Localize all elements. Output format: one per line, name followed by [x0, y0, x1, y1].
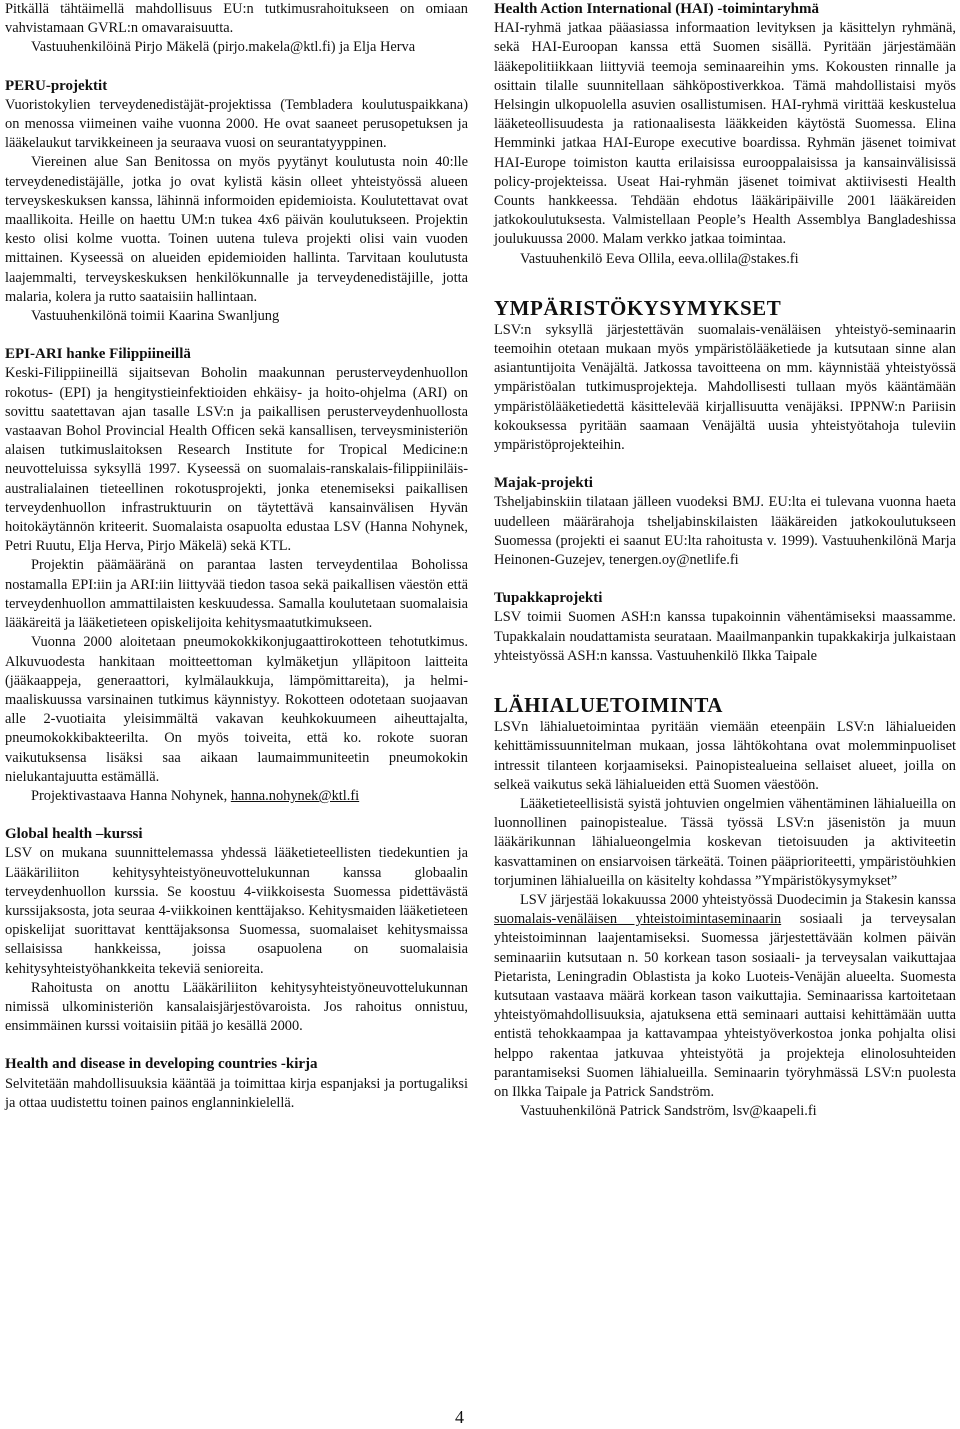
hai-heading: Health Action International (HAI) -toimintaryhmä — [494, 1, 819, 17]
epi-contact-email-link[interactable]: hanna.nohynek@ktl.fi — [230, 787, 360, 804]
epi-contact — [5, 787, 468, 806]
intro-paragraph: Pitkällä tähtäimellä mahdollisuus EU:n tutkimusrahoitukseen on omiaan vahvistamaan GVRL:n omavaraisuutta. — [5, 1, 468, 37]
global-health-heading: Global health –kurssi — [5, 826, 143, 843]
peru-heading: PERU-projektit — [5, 77, 108, 94]
health-disease-book-paragraph: Selvitetään mahdollisuuksia kääntää ja toimittaa kirja espanjaksi ja portugaliksi ja ottaa uudistettu toinen painos englanninkielellä. — [5, 1075, 468, 1111]
neighbour-area-paragraph-3 — [494, 891, 956, 1102]
global-health-paragraph-2: Rahoitusta on anottu Lääkäriliiton kehitysyhteistyöneuvottelukunnan nimissä ulkoministeriön kansalaisjärjestövaroista. Jos rahoitus onnistuu, ensimmäinen kurssi voitaisiin pitää jo kesällä 2000. — [5, 979, 468, 1035]
right-column — [494, 0, 956, 1121]
peru-paragraph-1: Vuoristokylien terveydenedistäjät-projektissa (Tembladera koulutuspaikkana) on menossa viimeinen vaihe vuonna 2000. He ovat saaneet perusopetuksen ja lääkelaukut tarvikkeineen ja seuraava vuosi on seurantatyyppinen. — [5, 96, 468, 152]
seminar-text-prefix: LSV järjestää lokakuussa 2000 yhteistyössä Duodecimin ja Stakesin kanssa — [520, 891, 956, 908]
neighbour-area-paragraph-2: Lääketieteellisistä syistä johtuvien ongelmien vähentäminen lähialueilla on luonnollinen painopistealue. Tässä työssä LSV:n jäsenistön ja muun lääkärikunnan lähialueongelmia koskevan tietoisuuden ja aktiviteetin kasvattaminen on ensiarvoisen tärkeätä. Toinen pääprioriteetti, ympäristöuhkien torjuminen lähialueilla on käsitelty kohdassa ”Ympäristökysymykset” — [494, 795, 956, 889]
epi-heading: EPI-ARI hanke Filippiineillä — [5, 346, 191, 363]
epi-contact-label: Projektivastaava Hanna Nohynek, — [31, 787, 231, 804]
health-disease-book-heading: Health and disease in developing countries -kirja — [5, 1056, 318, 1073]
neighbour-area-heading: LÄHIALUETOIMINTA — [494, 693, 723, 718]
neighbour-area-contact: Vastuuhenkilönä Patrick Sandström, lsv@kaapeli.fi — [520, 1103, 817, 1120]
tobacco-paragraph: LSV toimii Suomen ASH:n kanssa tupakoinnin vähentämiseksi maassamme. Tupakkalain noudattamista seurataan. Maailmanpankin tupakkakirja julkaistaan yhteistyössä ASH:n kanssa. Vastuuhenkilö Ilkka Taipale — [494, 609, 956, 664]
peru-paragraph-2: Viereinen alue San Benitossa on myös pyytänyt koulutusta noin 40:lle terveydenedistäjälle, jotka jo ovat kylistä käsin olleet yhteistyössä alueen terveyskeskuksen kanssa, lähinnä informoiden epidemioista. Koulutettavat ovat maallikoita. Heille on haettu UM:n tukea 4x6 päivän koulutukseen. Projektin kesto olisi kolme vuotta. Toinen uutena tuleva projekti olisi vain vuoden mittainen. Kyseessä on alueiden epidemioiden hallinta. Tarvitaan koulutusta laajemmalti, terveyskeskuksen henkilökunnalle ja terveydenedistäjille, jotta malaria, kolera ja rutto saataisiin hallintaan. — [5, 154, 468, 305]
intro-contact: Vastuuhenkilöinä Pirjo Mäkelä (pirjo.makela@ktl.fi) ja Elja Herva — [31, 39, 416, 56]
epi-paragraph-3: Vuonna 2000 aloitetaan pneumokokkikonjugaattirokotteen tehotutkimus. Alkuvuodesta hankitaan moitteettoman kylmäketjun ylläpitoon laitteita (jääkaappeja, generaattori, kylmälaukkuja, lämpömittareita), ja helmi-maaliskuussa varsinainen tutkimus käynnistyy. Rokotteen odotetaan suojaavan alle 2-vuotiaita yleisimmältä vakavan keuhkokuumeen aiheuttajalta, pneumokokkibakteerilta. On myös toiveita, että ko. rokote suoran vaikutuksensa lisäksi saa aikaan laumaimmuniteetin pneumokokin nielukantajuutta estämällä. — [5, 634, 468, 785]
global-health-paragraph-1: LSV on mukana suunnittelemassa yhdessä lääketieteellisten tiedekuntien ja Lääkäriliiton kehitysyhteistyöneuvottelukunnan kanssa globaalin terveydenhuollon kurssia. Se koostuu 4-viikkoisesta Suomessa pidettävästä kurssijaksosta, jota seuraa 4-viikkoinen kenttäjakso. Kehitysmaiden lääketieteen opiskelijat suorittavat kenttäjaksonsa Suomessa, suomalaiset kehitysmaissa sellaisissa hankkeissa, joissa osapuolena on suomalaisia kehitysyhteistyöhankkeita tekeviä senioreita. — [5, 845, 468, 977]
epi-paragraph-1: Keski-Filippiineillä sijaitsevan Boholin maakunnan perusterveydenhuollon rokotus- (EPI) ja hengitystieinfektioiden ehkäisy- ja hoito-ohjelma (ARI) on sovittu saatettavan ajan tasalle LSV:n ja paikallisen perusterveydenhuollosta vastaavan Bohol Provincial Health Officen sekä kansallisen, terveysministeriön alaisen tutkimuslaitoksen Research Institute for Tropical Medicine:n neuvotteluissa syksyllä 1997. Kyseessä on suomalais-ranskalais-filippiiniläis-australialainen tieteellinen rokotusprojekti, jonka etenemiseksi paikallisen terveydenhuollon infrastruktuurin on täytettävä kansainvälisen Hyvän hoitokäytännön kriteerit. Suomalaista osapuolta edustaa LSV (Hanna Nohynek, Petri Ruutu, Elja Herva, Pirjo Mäkelä) sekä KTL. — [5, 365, 468, 555]
hai-paragraph: HAI-ryhmä jatkaa pääasiassa informaation levityksen ja käsittelyn ryhmänä, sekä HAI-Euroopan kanssa että Suomen sisällä. Pyritään järjestämään lääkepolitiikkaan liittyviä teemoja seminaareihin yms. Kokousten rinnalle ja osittain tilalle suunnitellaan sähköpostiverkkoa. Tämä mahdollistaisi myös Helsingin ulkopuolella asuvien osallistumisen. HAI-ryhmä virittää keskustelua lääketeollisuudesta ja rationaalisesta lääkkeiden käytöstä Suomessa. Elina Hemminki jatkaa HAI-Europe executive boardissa. Ryhmän jäsenet toimivat HAI-Europe toimiston kautta erilaisissa eurooppalaisissa ja kansainvälisissä policy-projekteissa. Useat Hai-ryhmän jäsenet toimivat aktiivisesti Health Counts hankkeessa. Tehdään ehdotus lääkäripäiville 2001 lääkäreiden jatkokoulutuksesta. Valmistellaan People’s Health Assemblya Bangladeshissa joulukuussa 2000. Malam verkko jatkaa toimintaa. — [494, 20, 956, 248]
majak-paragraph: Tsheljabinskiin tilataan jälleen vuodeksi BMJ. EU:lta ei tulevana vuonna haeta uudelleen määrärahoja tsheljabinskilaisten lääkäreiden jatkokoulutukseen Suomessa (projekti ei saanut EU:lta rahoitusta v. 1999). Vastuuhenkilönä Marja Heinonen-Guzejev, tenergen.oy@netlife.fi — [494, 494, 956, 569]
tobacco-heading: Tupakkaprojekti — [494, 590, 603, 607]
environment-paragraph: LSV:n syksyllä järjestettävän suomalais-venäläisen yhteistyö-seminaarin teemoihin otetaan mukaan myös ympäristölääketiede ja kutsutaan sinne alan asiantuntijoita Venäjältä. Jatkossa tavoitteena on mm. käynnistää yhteistyössä ympäristöalan tutkimusprojekteja. Mahdollisesti tullaan myös kääntämään ympäristölääketiedettä käsittelevää kirjallisuutta venäjäksi. IPPNW:n Pariisin kokouksessa pyritään saamaan Venäjältä uusia yhteistyötahoja tuleviin ympäristöprojekteihin. — [494, 321, 956, 454]
hai-contact: Vastuuhenkilö Eeva Ollila, eeva.ollila@stakes.fi — [520, 250, 799, 267]
epi-paragraph-2: Projektin päämääränä on parantaa lasten terveydentilaa Boholissa nostamalla EPI:iin ja ARI:iin liittyvää tiedon tasoa sekä paikallisen väestön että terveydenhuollon ammattilaisten keskuudessa. Samalla koulutetaan suomalaisia lääkäreitä ja lääketieteen opiskelijoita kehitysmaatutkimukseen. — [5, 557, 468, 632]
seminar-text-rest: sosiaali ja terveysalan yhteistoiminnan laajentamiseksi. Suomessa järjestettävään kolmen päivän seminaariin kutsutaan n. 50 korkean tason sosiaali- ja terveysalan vaikuttajaa Pietarista, Leningradin Oblastista ja koko Luoteis-Venäjän alueelta. Suomesta kutsutaan vastaava määrä korkean tason vaikuttajia. Seminaarissa kartoitetaan yhteistyömahdollisuuksia, ajatuksena että seminaari auttaisi kehittämään uutta entistä tehokkaampaa ja kattavampaa yhteistyöverkostoa jonka pohjalta olisi helppo rakentaa jatkuvaa yhteistyötä ja projekteja elinolosuhteiden parantamiseksi Suomen lähialueilla. Seminaarin työryhmässä LSV:n puolesta on Ilkka Taipale ja Patrick Sandström. — [494, 911, 956, 1100]
peru-contact: Vastuuhenkilönä toimii Kaarina Swanljung — [31, 308, 280, 325]
left-column — [5, 0, 468, 1113]
neighbour-area-paragraph-1: LSVn lähialuetoimintaa pyritään viemään eteenpäin LSV:n lähialueiden kehittämissuunnitelman mukaan, jossa lähtökohtana ovat molemminpuoliset intressit tilanteen korjaamiseksi. Painopistealueina sellaiset alueet, joilla on selkeä vaikutus sekä lähialueiden että Suomen väestöön. — [494, 719, 956, 793]
page-number: 4 — [455, 1407, 464, 1427]
environment-heading: YMPÄRISTÖKYSYMYKSET — [494, 295, 782, 320]
seminar-link[interactable]: suomalais-venäläisen yhteistoimintaseminaarin — [494, 911, 782, 928]
majak-heading: Majak-projekti — [494, 475, 593, 492]
